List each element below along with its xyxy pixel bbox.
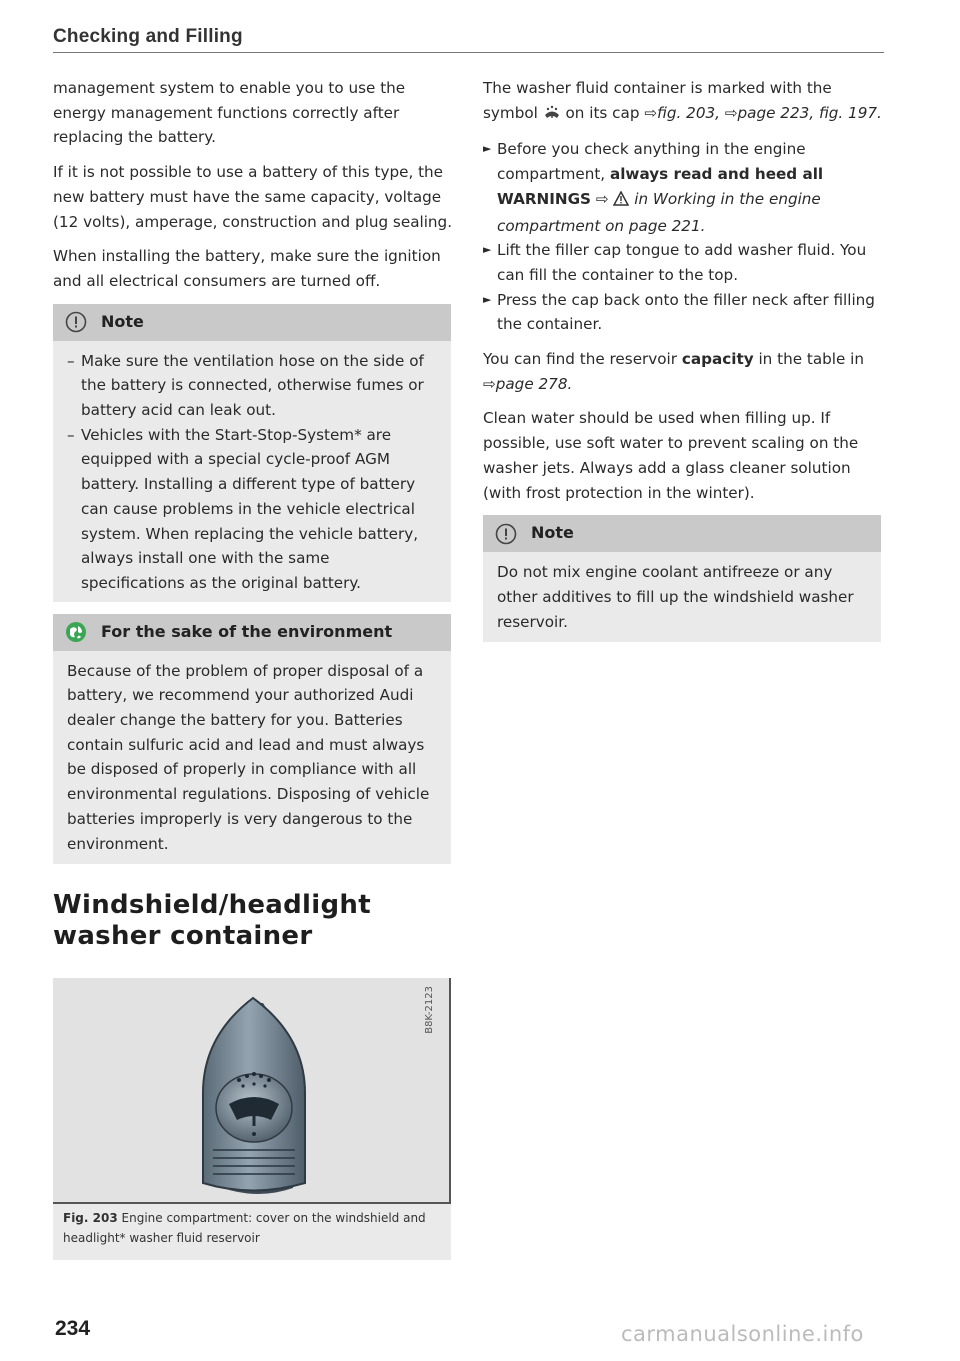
note-box (53, 304, 451, 602)
paragraph: management system to enable you to use the energy management functions correctly after replacing the battery. (53, 79, 406, 147)
figure-caption-text: Engine compartment: cover on the windshield and headlight* washer fluid reservoir (63, 1211, 426, 1246)
list-item: ► Press the cap back onto the filler neck after filling the container. (483, 288, 883, 337)
paragraph: You can find the reservoir capacity in the table in ⇨page 278. (483, 350, 865, 393)
cross-reference-link[interactable]: fig. 197. (818, 103, 882, 122)
page-number: 234 (55, 1317, 91, 1340)
page-header (53, 26, 884, 53)
left-column (53, 76, 453, 1260)
note-icon (65, 311, 87, 333)
list-item: – Make sure the ventilation hose on the side of the battery is connected, otherwise fumes or battery acid can leak out. (67, 351, 424, 420)
environment-header (53, 614, 451, 651)
paragraph: When installing the battery, make sure the ignition and all electrical consumers are turned off. (53, 247, 441, 290)
note-title: Note (101, 311, 144, 331)
figure-label: Fig. 203 (63, 1211, 118, 1226)
list-item: – Vehicles with the Start-Stop-System* are equipped with a special cycle-proof AGM battery. Installing a different type of battery can cause problems in the vehicle electrical system. When replacing the vehicle battery, always install one with the same specifications as the original battery. (67, 425, 419, 592)
note-text: Do not mix engine coolant antifreeze or any other additives to fill up the windshield washer reservoir. (497, 563, 854, 631)
environment-title: For the sake of the environment (101, 621, 393, 641)
figure-image (53, 978, 451, 1204)
arrow-icon: ⇨ (724, 103, 738, 122)
figure-code: B8K-2123 (424, 986, 436, 1035)
section-heading: Windshield/headlight washer container (53, 890, 371, 952)
note-header (483, 515, 881, 552)
paragraph: The washer fluid container is marked with the symbol on its cap ⇨fig. 203, ⇨page 223, fig. 197. (483, 76, 883, 127)
bullet-arrow-icon: ► (483, 142, 492, 156)
arrow-icon: ⇨ (595, 189, 609, 208)
cross-reference-link[interactable]: page 223, (737, 103, 815, 122)
figure-caption (63, 1208, 443, 1248)
arrow-icon: ⇨ (644, 103, 658, 122)
arrow-icon: ⇨ (483, 374, 496, 393)
right-column (483, 76, 883, 654)
environment-text: Because of the problem of proper disposal of a battery, we recommend your authorized Audi dealer change the battery for you. Batteries contain sulfuric acid and lead and must always be disposed of properly in compliance with all environmental regulations. Disposing of vehicle batteries improperly is very dangerous to the environment. (67, 661, 430, 853)
environment-box (53, 614, 451, 865)
section-title: Checking and Filling (53, 26, 243, 47)
watermark: carmanualsonline.info (621, 1322, 864, 1346)
figure (53, 978, 451, 1260)
warning-icon (613, 189, 629, 214)
note-header (53, 304, 451, 341)
environment-icon (65, 621, 87, 643)
paragraph: If it is not possible to use a battery of this type, the new battery must have the same capacity, voltage (12 volts), amperage, construction and plug sealing. (53, 163, 453, 231)
cross-reference-link[interactable]: in Working in the engine compartment on page 221. (497, 189, 821, 235)
washer-symbol-icon (543, 103, 561, 128)
note-title: Note (531, 523, 574, 543)
list-item: ► Lift the filler cap tongue to add washer fluid. You can fill the container to the top. (483, 238, 883, 287)
list-item: ► Before you check anything in the engine compartment, always read and heed all WARNINGS ⇨ in Working in the engine compartment on page 221. (483, 137, 883, 238)
paragraph: Clean water should be used when filling up. If possible, use soft water to prevent scaling on the washer jets. Always add a glass cleaner solution (with frost protection in the winter). (483, 409, 859, 502)
cross-reference-link[interactable]: page 278. (495, 374, 573, 393)
bullet-arrow-icon: ► (483, 292, 492, 306)
note-box (483, 515, 881, 642)
bullet-arrow-icon: ► (483, 243, 492, 257)
note-icon (495, 523, 517, 545)
cross-reference-link[interactable]: fig. 203, (657, 103, 720, 122)
